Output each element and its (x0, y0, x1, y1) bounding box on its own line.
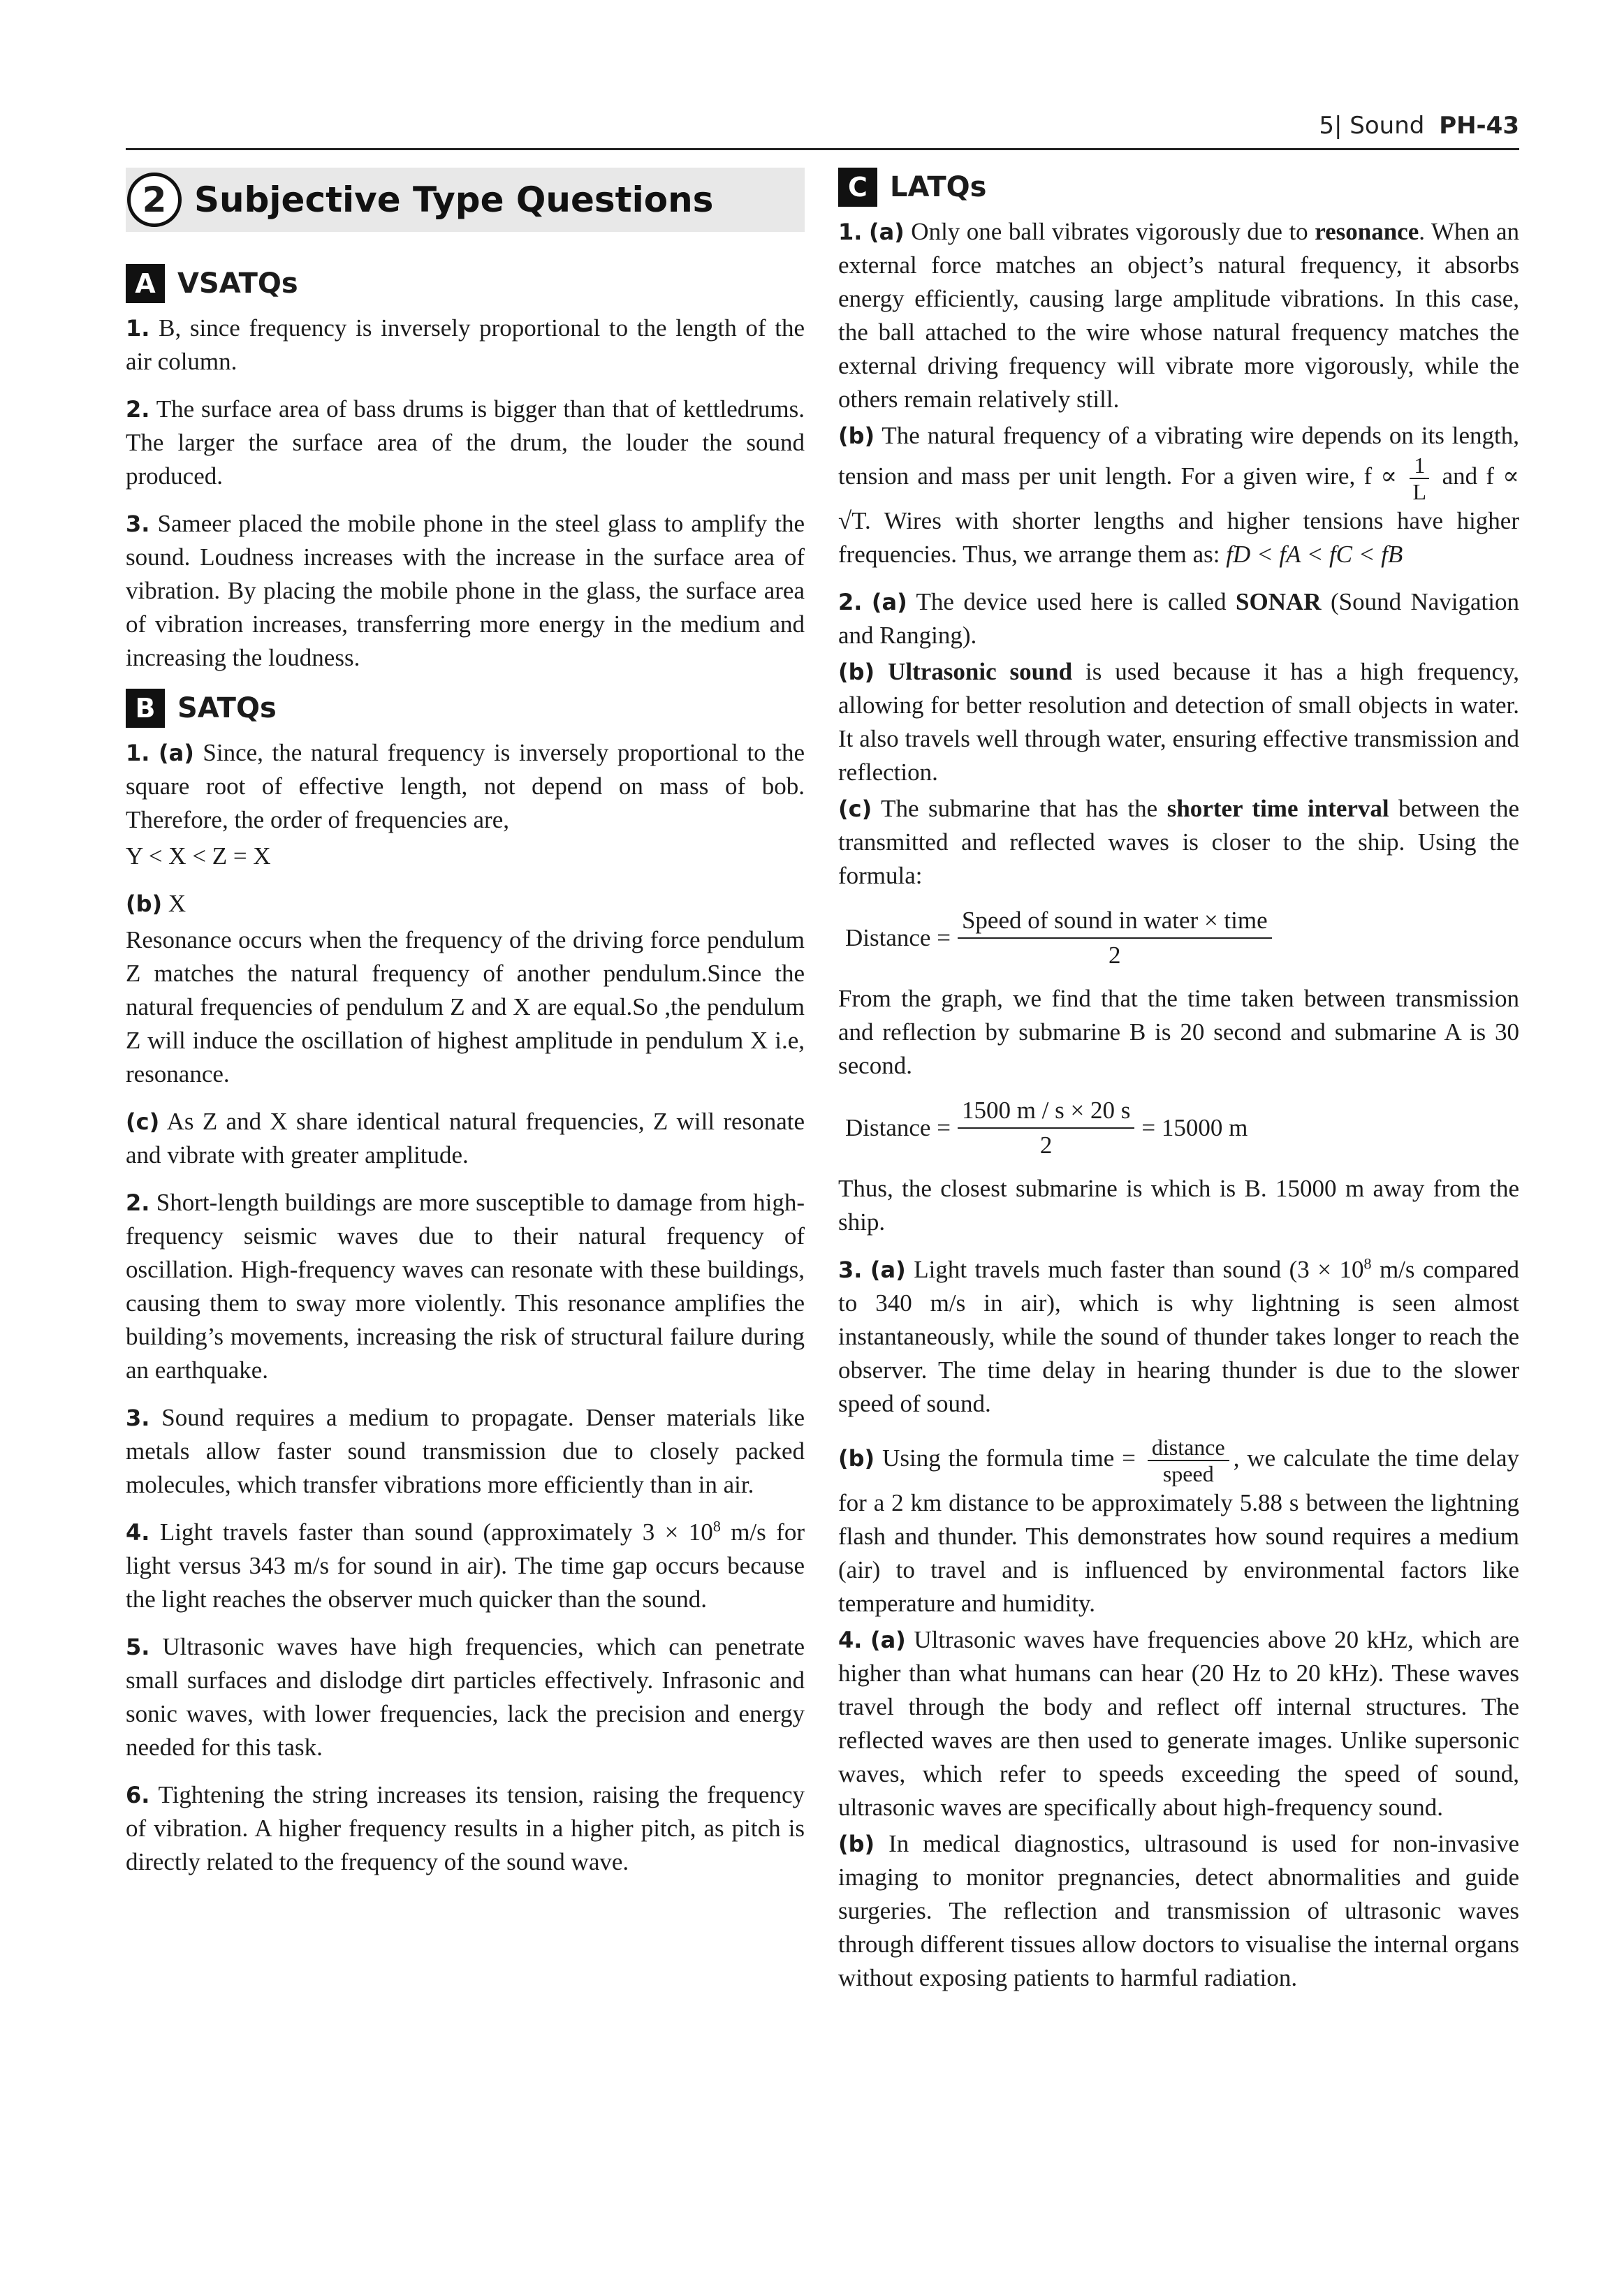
sa-answer-1b: Resonance occurs when the frequency of the driving force pendulum Z matches the natural frequency of another pendulum.Since the natural frequencies of pendulum Z and X are equal.So ,the pendulum Z will induce the oscillation of highest amplitude in pendulum X i.e, resonance. (126, 926, 805, 1088)
banner-number-badge: 2 (127, 173, 182, 227)
section-b-title: SATQs (177, 692, 277, 724)
la-answer-1a: 1. (a) Only one ball vibrates vigorously due to resonance. When an external force matches an object’s natural frequency, it absorbs energy efficiently, causing large amplitude vibrations. In this case, the ball attached to the wire whose natural frequency matches the external driving frequency will vibrate more vigorously, while the others remain relatively still. (838, 218, 1519, 413)
calc-result: = 15000 m (1141, 1114, 1248, 1141)
sa-answer-1a-order: Y < X < Z = X (126, 842, 271, 870)
sa-answer-5: 5. Ultrasonic waves have high frequencies, which can penetrate small surfaces and dislodge dirt particles effectively. Infrasonic and sonic waves, with lower frequencies, lack the precision and energy needed for this task. (126, 1633, 805, 1761)
running-head (1319, 112, 1519, 140)
la-answer-4a: 4. (a) Ultrasonic waves have frequencies above 20 kHz, which are higher than what humans can hear (20 Hz to 20 kHz). These waves travel through the body and reflect off internal structures. The reflected waves are then used to generate images. Unlike supersonic waves, which refer to speeds exceeding the speed of sound, ultrasonic waves are specifically about high-frequency sound. (838, 1626, 1520, 1821)
right-column (838, 165, 1519, 2009)
la-conclusion: Thus, the closest submarine is which is B. 15000 m away from the ship. (838, 1175, 1519, 1236)
vsa-answer-3: 3. Sameer placed the mobile phone in the steel glass to amplify the sound. Loudness increases with the increase in the surface area of vibration. By placing the mobile phone in the glass, the surface area of vibration increases, transferring more energy in the medium and increasing the loudness. (126, 510, 805, 671)
sa-answer-4: 4. Light travels faster than sound (approximately $3 \times 10^8$ m/s for light versus 343 m/s for sound in air). The time gap occurs because the light reaches the observer much quicker than the sound. (126, 1517, 805, 1613)
section-c-letter: C (838, 168, 877, 207)
section-banner (126, 168, 805, 232)
calc-lhs: Distance = (845, 1114, 951, 1141)
la-answer-4b: (b) In medical diagnostics, ultrasound is used for non-invasive imaging to monitor pregnancies, detect abnormalities and guide surgeries. The reflection and transmission of ultrasonic waves through different tissues allow doctors to visualise the internal organs without exposing patients to harmful radiation. (838, 1830, 1520, 1991)
formula-lhs: Distance = (845, 924, 951, 951)
header-rule (126, 148, 1519, 150)
la-graph-text: From the graph, we find that the time taken between transmission and reflection by submarine B is 20 second and submarine A is 30 second. (838, 985, 1519, 1079)
la-answer-3b: (b) Using the formula time = $\frac{\text{distance}}{\text{speed}}$ , we calculate the time delay for a 2 km distance to be approximately 5.88 s between the lightning flash and thunder. This demonstrates how sound requires a medium (air) to travel and is influenced by environmental factors like temperature and humidity. (838, 1435, 1520, 1617)
time-fraction: $\frac{\text{distance}}{\text{speed}}$ (1148, 1435, 1229, 1486)
la-answer-2b: (b) Ultrasonic sound is used because it has a high frequency, allowing for better resolution and detection of small objects in water. It also travels well through water, ensuring effective transmission and reflection. (838, 658, 1520, 786)
banner-title: Subjective Type Questions (194, 180, 714, 220)
section-b-letter: B (126, 689, 165, 728)
formula-fraction: $\frac{\text{Speed of sound in water × time}}{2}$ (958, 907, 1272, 969)
la-answer-2c: (c) The submarine that has the shorter time interval between the transmitted and reflected waves is closer to the ship. Using the formula: (838, 795, 1519, 889)
sa-answer-3: 3. Sound requires a medium to propagate. Denser materials like metals allow faster sound transmission due to closely packed molecules, which transfer vibrations more efficiently than in air. (126, 1404, 805, 1498)
la-answer-1b: (b) The natural frequency of a vibrating wire depends on its length, tension and mass per unit length. For a given wire, f ∝ $\frac{1}{L}$ and f ∝ √T. Wires with shorter lengths and higher tensions have higher frequencies. Thus, we arrange them as: fD < fA < fC < fB (838, 422, 1519, 568)
distance-formula (845, 907, 1519, 969)
inverse-length-fraction: $\frac{1}{L}$ (1410, 453, 1429, 504)
section-a-title: VSATQs (177, 268, 298, 300)
distance-calculation (845, 1097, 1519, 1159)
sa-answer-1b-label: (b) X (126, 890, 186, 917)
section-c-title: LATQs (890, 171, 987, 203)
chapter-label: 5| Sound (1319, 112, 1425, 140)
section-a-letter: A (126, 264, 165, 303)
la-answer-2a: 2. (a) The device used here is called SONAR (Sound Navigation and Ranging). (838, 588, 1520, 649)
section-b-heading (126, 689, 805, 728)
section-a-heading (126, 264, 805, 303)
vsa-answer-1: 1. B, since frequency is inversely proportional to the length of the air column. (126, 314, 805, 375)
section-c-heading (838, 168, 1519, 207)
vsa-answer-2: 2. The surface area of bass drums is bigger than that of kettledrums. The larger the surface area of the drum, the louder the sound produced. (126, 395, 805, 490)
sa-answer-1c: (c) As Z and X share identical natural frequencies, Z will resonate and vibrate with greater amplitude. (126, 1108, 805, 1169)
left-column (126, 165, 805, 1893)
sa-answer-2: 2. Short-length buildings are more susceptible to damage from high-frequency seismic waves due to their natural frequency of oscillation. High-frequency waves can resonate with these buildings, causing them to sway more violently. This resonance amplifies the building’s movements, increasing the risk of structural failure during an earthquake. (126, 1189, 805, 1384)
calc-fraction: $\frac{1500 m / s \times 20 s}{2}$ (958, 1097, 1134, 1159)
sa-answer-1a: 1. (a) Since, the natural frequency is inversely proportional to the square root of effective length, not depend on mass of bob. Therefore, the order of frequencies are, (126, 739, 805, 833)
la-answer-3a: 3. (a) Light travels much faster than sound ($3 \times 10^8$ m/s compared to 340 m/s in air), which is why lightning is seen almost instantaneously, while the sound of thunder takes longer to reach the observer. The time delay in hearing thunder is due to the slower speed of sound. (838, 1254, 1519, 1417)
page-number: PH-43 (1439, 112, 1519, 140)
sa-answer-6: 6. Tightening the string increases its tension, raising the frequency of vibration. A higher frequency results in a higher pitch, as pitch is directly related to the frequency of the sound wave. (126, 1781, 805, 1875)
